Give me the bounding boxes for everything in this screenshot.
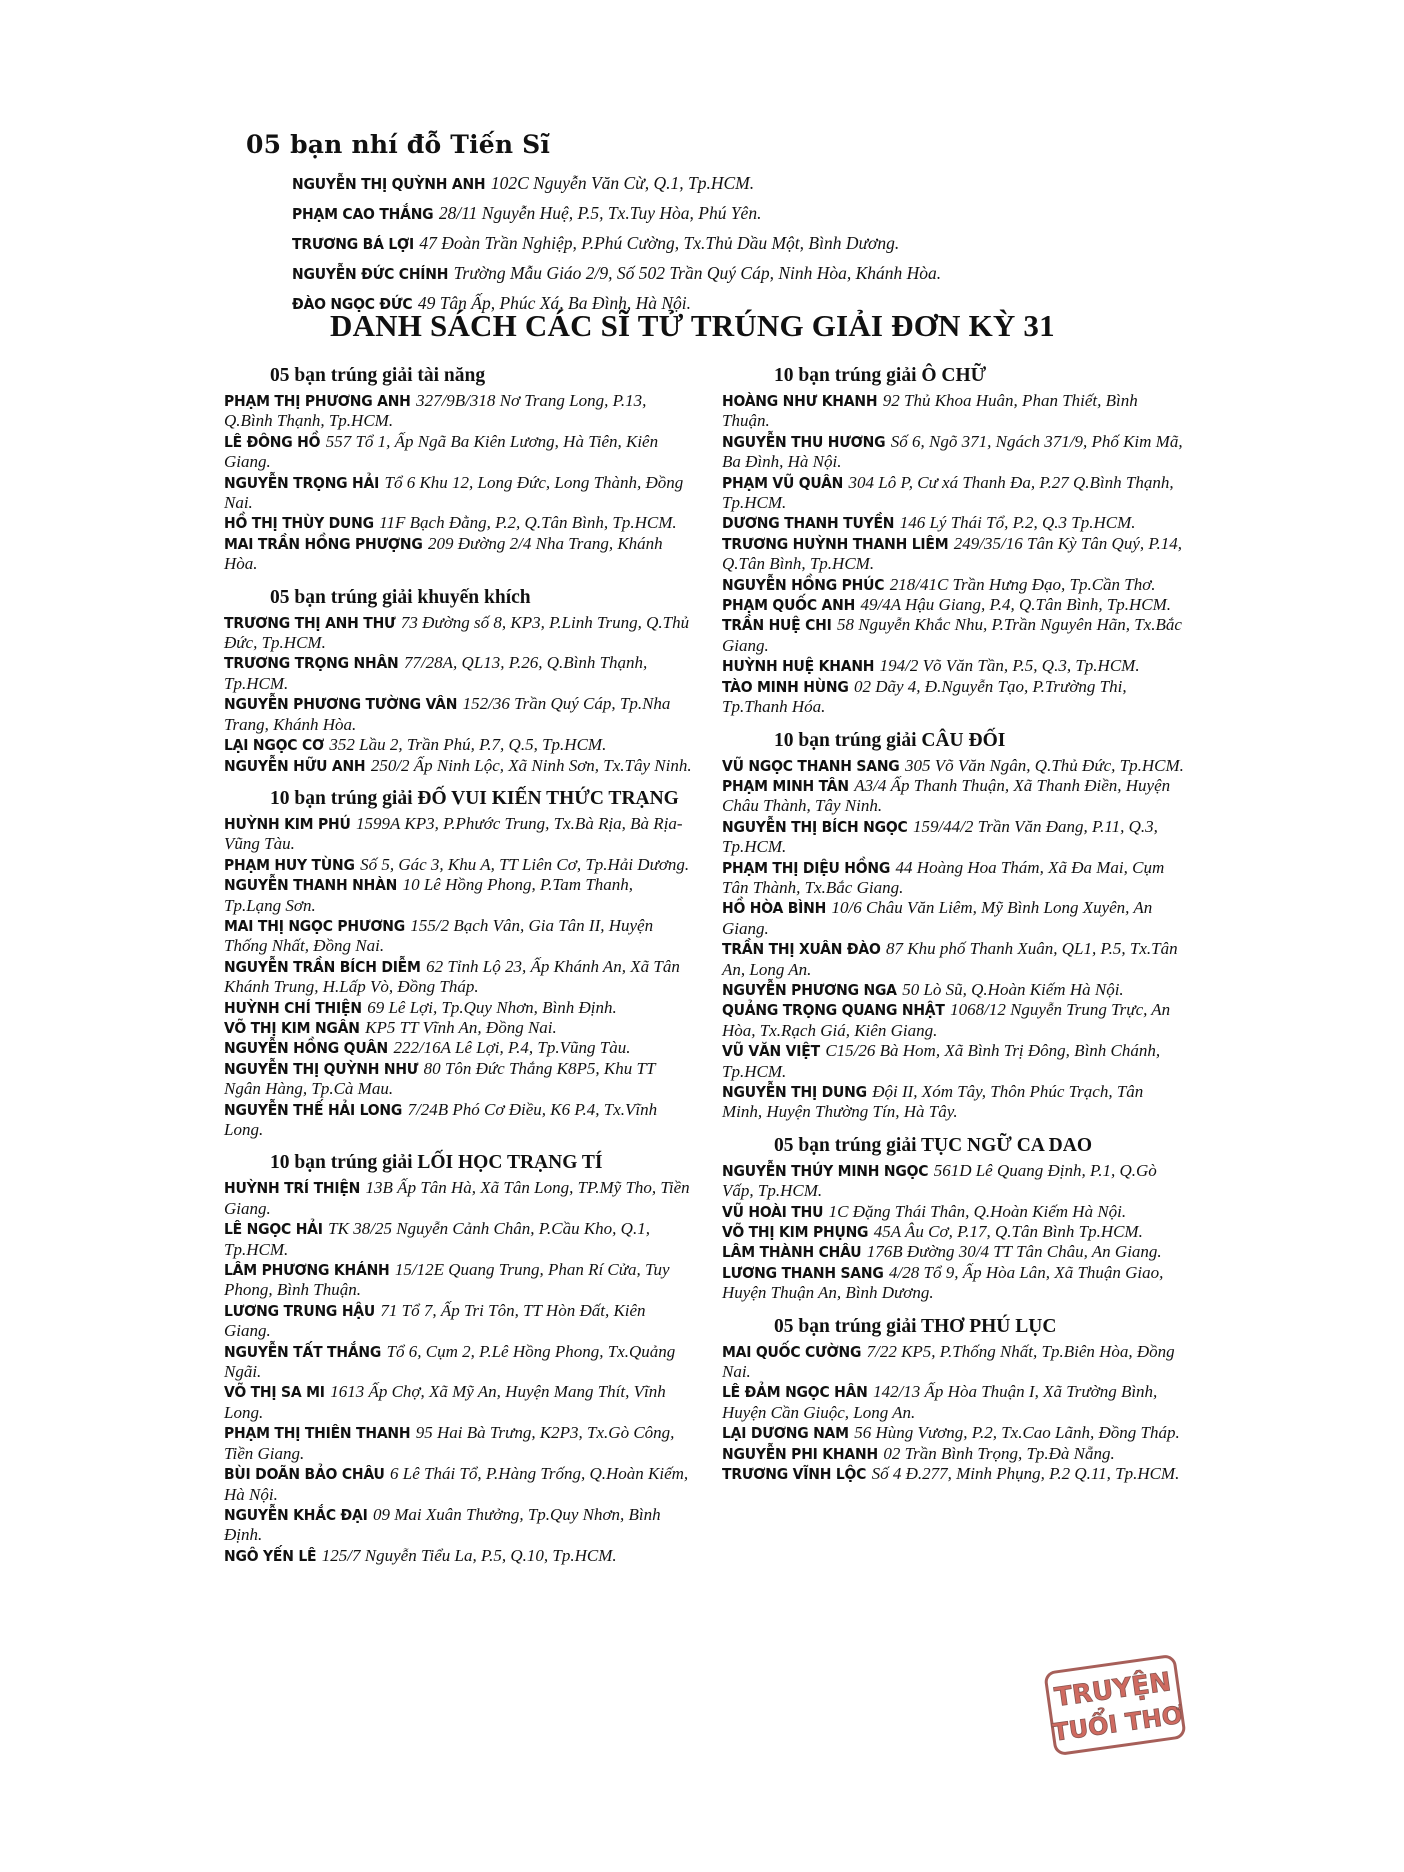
list-item bbox=[224, 1505, 692, 1546]
prize-section bbox=[722, 1135, 1184, 1304]
entry-name: VŨ VĂN VIỆT bbox=[722, 1042, 820, 1061]
list-item bbox=[722, 898, 1184, 939]
entry-address: 02 Trần Bình Trọng, Tp.Đà Nẵng. bbox=[883, 1443, 1115, 1463]
section-heading: 10 bạn trúng giải CÂU ĐỐI bbox=[774, 729, 1006, 751]
right-column bbox=[722, 365, 1184, 1497]
list-item bbox=[224, 613, 692, 654]
list-item bbox=[722, 1263, 1184, 1304]
section-heading: 05 bạn trúng giải TỤC NGỮ CA DAO bbox=[774, 1134, 1092, 1156]
list-item bbox=[224, 1464, 692, 1505]
prize-section bbox=[722, 1316, 1184, 1485]
entry-address: 209 Đường 2/4 Nha Trang, Khánh Hòa. bbox=[224, 533, 663, 574]
list-item bbox=[224, 1059, 692, 1100]
entry-name: BÙI DOÃN BẢO CHÂU bbox=[224, 1465, 385, 1484]
entry-name: NGUYỄN HỒNG QUÂN bbox=[224, 1039, 389, 1058]
entry-name: TRƯƠNG TRỌNG NHÂN bbox=[224, 654, 399, 673]
list-item bbox=[224, 855, 692, 875]
list-item bbox=[292, 169, 1206, 199]
list-item bbox=[224, 473, 692, 514]
list-item bbox=[224, 998, 692, 1018]
entry-name: LÊ ĐẢM NGỌC HÂN bbox=[722, 1383, 868, 1402]
entry-address: Số 4 Đ.277, Minh Phụng, P.2 Q.11, Tp.HCM. bbox=[871, 1464, 1180, 1484]
entry-name: TRƯƠNG BÁ LỢI bbox=[292, 235, 414, 253]
entry-address: 146 Lý Thái Tổ, P.2, Q.3 Tp.HCM. bbox=[899, 513, 1136, 533]
entry-address: Số 5, Gác 3, Khu A, TT Liên Cơ, Tp.Hải Dương. bbox=[360, 854, 690, 874]
top-section bbox=[246, 130, 1206, 319]
entry-name: NGUYỄN TẤT THẮNG bbox=[224, 1342, 382, 1361]
entry-name: MAI TRẦN HỒNG PHƯỢNG bbox=[224, 534, 423, 553]
entry-address: TK 38/25 Nguyễn Cảnh Chân, P.Cầu Kho, Q.1, Tp.HCM. bbox=[224, 1219, 650, 1259]
list-item bbox=[722, 1242, 1184, 1262]
section-heading: 10 bạn trúng giải ĐỐ VUI KIẾN THỨC TRẠNG bbox=[270, 787, 679, 809]
list-item bbox=[224, 735, 692, 755]
entry-name: NGUYỄN THỊ QUỲNH ANH bbox=[292, 175, 486, 193]
entry-name: VŨ NGỌC THANH SANG bbox=[722, 756, 900, 775]
list-item bbox=[722, 513, 1184, 533]
entry-name: TRƯƠNG THỊ ANH THƯ bbox=[224, 613, 396, 632]
entry-name: NGUYỄN PHƯƠNG NGA bbox=[722, 980, 897, 999]
entry-address: 13B Ấp Tân Hà, Xã Tân Long, TP.Mỹ Tho, Tiền Giang. bbox=[224, 1178, 690, 1218]
entry-address: 218/41C Trần Hưng Đạo, Tp.Cần Thơ. bbox=[889, 574, 1156, 594]
entry-name: DƯƠNG THANH TUYỀN bbox=[722, 514, 895, 533]
list-item bbox=[722, 1342, 1184, 1383]
list-item bbox=[722, 980, 1184, 1000]
entry-address: KP5 TT Vĩnh An, Đồng Nai. bbox=[365, 1017, 557, 1037]
entry-address: 1599A KP3, P.Phước Trung, Tx.Bà Rịa, Bà Rịa-Vũng Tàu. bbox=[224, 813, 683, 854]
entry-name: NGUYỄN HỒNG PHÚC bbox=[722, 575, 885, 594]
entry-name: MAI THỊ NGỌC PHƯƠNG bbox=[224, 916, 406, 935]
list-item bbox=[224, 391, 692, 432]
section-heading: 10 bạn trúng giải Ô CHỮ bbox=[774, 365, 987, 386]
entry-address: Số 6, Ngõ 371, Ngách 371/9, Phố Kim Mã, Ba Đình, Hà Nội. bbox=[722, 431, 1183, 472]
prize-section bbox=[224, 788, 692, 1141]
entry-name: NGUYỄN THỊ DUNG bbox=[722, 1083, 867, 1101]
entry-address: 6 Lê Thái Tổ, P.Hàng Trống, Q.Hoàn Kiếm, Hà Nội. bbox=[224, 1464, 689, 1504]
list-item bbox=[224, 1038, 692, 1058]
list-item bbox=[224, 653, 692, 694]
entry-name: NGUYỄN THỊ BÍCH NGỌC bbox=[722, 817, 908, 836]
list-item bbox=[722, 1000, 1184, 1041]
entry-address: Trường Mẫu Giáo 2/9, Số 502 Trần Quý Cáp, Ninh Hòa, Khánh Hòa. bbox=[453, 263, 942, 283]
entry-name: VŨ HOÀI THU bbox=[722, 1202, 824, 1221]
list-item bbox=[722, 1423, 1184, 1443]
entry-address: 49/4A Hậu Giang, P.4, Q.Tân Bình, Tp.HCM. bbox=[860, 595, 1172, 615]
entry-address: 80 Tôn Đức Thắng K8P5, Khu TT Ngân Hàng, Tp.Cà Mau. bbox=[224, 1058, 656, 1099]
list-item bbox=[292, 229, 1206, 259]
section-heading: 05 bạn trúng giải tài năng bbox=[270, 365, 486, 386]
entry-name: NGUYỄN PHI KHANH bbox=[722, 1444, 878, 1463]
entry-name: HOÀNG NHƯ KHANH bbox=[722, 392, 878, 410]
entry-name: PHẠM THỊ THIÊN THANH bbox=[224, 1424, 411, 1443]
prize-section bbox=[224, 1152, 692, 1566]
entry-address: 62 Tỉnh Lộ 23, Ấp Khánh An, Xã Tân Khánh Trung, H.Lấp Vò, Đồng Tháp. bbox=[224, 956, 680, 997]
entry-name: LƯƠNG TRUNG HẬU bbox=[224, 1301, 376, 1320]
entry-address: 304 Lô P, Cư xá Thanh Đa, P.27 Q.Bình Thạnh, Tp.HCM. bbox=[722, 472, 1174, 513]
list-item bbox=[722, 656, 1184, 676]
list-item bbox=[224, 534, 692, 575]
list-item bbox=[292, 259, 1206, 289]
list-item bbox=[224, 1382, 692, 1423]
list-item bbox=[722, 595, 1184, 615]
list-item bbox=[224, 916, 692, 957]
entry-address: 155/2 Bạch Vân, Gia Tân II, Huyện Thống Nhất, Đồng Nai. bbox=[224, 915, 654, 956]
list-item bbox=[224, 1546, 692, 1566]
section-heading: 05 bạn trúng giải THƠ PHÚ LỤC bbox=[774, 1315, 1057, 1337]
entry-address: 44 Hoàng Hoa Thám, Xã Đa Mai, Cụm Tân Thành, Tx.Bắc Giang. bbox=[722, 857, 1165, 897]
entry-name: LÊ ĐÔNG HỒ bbox=[224, 432, 321, 451]
entry-name: LẠI NGỌC CƠ bbox=[224, 736, 324, 755]
entry-address: 58 Nguyễn Khắc Nhu, P.Trần Nguyên Hãn, Tx.Bắc Giang. bbox=[722, 615, 1182, 655]
entry-name: PHẠM VŨ QUÂN bbox=[722, 473, 844, 492]
entry-name: PHẠM CAO THẮNG bbox=[292, 205, 434, 223]
list-item bbox=[224, 513, 692, 533]
entry-address: 50 Lò Sũ, Q.Hoàn Kiếm Hà Nội. bbox=[902, 979, 1124, 999]
entry-name: TÀO MINH HÙNG bbox=[722, 677, 849, 696]
entry-address: 142/13 Ấp Hòa Thuận I, Xã Trường Bình, Huyện Cần Giuộc, Long An. bbox=[722, 1382, 1158, 1422]
entry-address: 7/24B Phó Cơ Điều, K6 P.4, Tx.Vĩnh Long. bbox=[224, 1099, 658, 1139]
entry-name: HUỲNH KIM PHÚ bbox=[224, 814, 351, 833]
entry-address: 4/28 Tổ 9, Ấp Hòa Lân, Xã Thuận Giao, Huyện Thuận An, Bình Dương. bbox=[722, 1262, 1164, 1303]
entry-address: 102C Nguyễn Văn Cừ, Q.1, Tp.HCM. bbox=[490, 173, 755, 193]
entry-address: 10/6 Châu Văn Liêm, Mỹ Bình Long Xuyên, An Giang. bbox=[722, 898, 1153, 938]
left-column bbox=[224, 365, 692, 1578]
entry-address: 159/44/2 Trần Văn Đang, P.11, Q.3, Tp.HCM. bbox=[722, 816, 1158, 857]
list-item bbox=[224, 1178, 692, 1219]
entry-address: 250/2 Ấp Ninh Lộc, Xã Ninh Sơn, Tx.Tây Ninh. bbox=[370, 755, 692, 775]
entry-address: 49 Tân Ấp, Phúc Xá, Ba Đình, Hà Nội. bbox=[417, 293, 691, 313]
entry-address: A3/4 Ấp Thanh Thuận, Xã Thanh Điền, Huyện Châu Thành, Tây Ninh. bbox=[722, 775, 1171, 816]
watermark-line2: TUỔI THƠ bbox=[1050, 1700, 1185, 1747]
entry-address: 152/36 Trần Quý Cáp, Tp.Nha Trang, Khánh Hòa. bbox=[224, 694, 671, 734]
entry-address: 09 Mai Xuân Thưởng, Tp.Quy Nhơn, Bình Định. bbox=[224, 1504, 661, 1545]
list-item bbox=[722, 1464, 1184, 1484]
entry-name: LÂM THÀNH CHÂU bbox=[722, 1243, 862, 1262]
entry-name: NGUYỄN THU HƯƠNG bbox=[722, 432, 886, 451]
entry-name: PHẠM MINH TÂN bbox=[722, 776, 849, 795]
watermark-line1: TRUYỆN bbox=[1052, 1667, 1174, 1714]
prize-section bbox=[722, 365, 1184, 718]
entry-address: 249/35/16 Tân Kỳ Tân Quý, P.14, Q.Tân Bình, Tp.HCM. bbox=[722, 533, 1183, 574]
entry-name: ĐÀO NGỌC ĐỨC bbox=[292, 295, 413, 313]
entry-address: 73 Đường số 8, KP3, P.Linh Trung, Q.Thủ Đức, Tp.HCM. bbox=[224, 612, 690, 653]
entry-name: NGUYỄN TRỌNG HẢI bbox=[224, 473, 380, 492]
entry-address: 47 Đoàn Trần Nghiệp, P.Phú Cường, Tx.Thủ Dầu Một, Bình Dương. bbox=[419, 233, 900, 253]
list-item bbox=[224, 1219, 692, 1260]
entry-address: 02 Dãy 4, Đ.Nguyễn Tạo, P.Trường Thi, Tp.Thanh Hóa. bbox=[722, 676, 1127, 717]
entry-address: 95 Hai Bà Trưng, K2P3, Tx.Gò Công, Tiền Giang. bbox=[224, 1423, 675, 1463]
section-heading: 10 bạn trúng giải LỐI HỌC TRẠNG TÍ bbox=[270, 1152, 603, 1174]
entry-name: NGUYỄN KHẮC ĐẠI bbox=[224, 1505, 368, 1524]
list-item bbox=[224, 1018, 692, 1038]
list-item bbox=[224, 875, 692, 916]
top-section-list bbox=[292, 169, 1206, 319]
entry-name: PHẠM THỊ PHƯƠNG ANH bbox=[224, 392, 411, 410]
list-item bbox=[224, 756, 692, 776]
entry-name: TRẦN HUỆ CHI bbox=[722, 616, 832, 635]
section-heading: 05 bạn trúng giải khuyến khích bbox=[270, 586, 531, 608]
entry-address: 305 Võ Văn Ngân, Q.Thủ Đức, Tp.HCM. bbox=[904, 755, 1184, 775]
entry-address: 15/12E Quang Trung, Phan Rí Cửa, Tuy Phong, Bình Thuận. bbox=[224, 1260, 670, 1300]
prize-section bbox=[722, 730, 1184, 1123]
entry-address: 45A Âu Cơ, P.17, Q.Tân Bình Tp.HCM. bbox=[873, 1222, 1143, 1242]
entry-name: VÕ THỊ SA MI bbox=[224, 1383, 325, 1402]
prize-section bbox=[224, 587, 692, 776]
entry-address: 1C Đặng Thái Thân, Q.Hoàn Kiếm Hà Nội. bbox=[828, 1201, 1127, 1221]
entry-address: 176B Đường 30/4 TT Tân Châu, An Giang. bbox=[866, 1242, 1162, 1262]
top-section-heading: 05 bạn nhí đỗ Tiến Sĩ bbox=[246, 130, 551, 159]
entry-name: VÕ THỊ KIM PHỤNG bbox=[722, 1223, 869, 1242]
entry-name: NGUYỄN PHƯƠNG TƯỜNG VÂN bbox=[224, 695, 458, 714]
entry-address: 28/11 Nguyễn Huệ, P.5, Tx.Tuy Hòa, Phú Yên. bbox=[438, 203, 762, 223]
entry-address: 56 Hùng Vương, P.2, Tx.Cao Lãnh, Đồng Tháp. bbox=[854, 1423, 1180, 1443]
entry-name: PHẠM QUỐC ANH bbox=[722, 596, 856, 615]
entry-address: Tổ 6, Cụm 2, P.Lê Hồng Phong, Tx.Quảng Ngãi. bbox=[224, 1341, 676, 1382]
list-item bbox=[722, 817, 1184, 858]
list-item bbox=[722, 473, 1184, 514]
entry-address: 352 Lầu 2, Trần Phú, P.7, Q.5, Tp.HCM. bbox=[329, 735, 607, 755]
entry-name: PHẠM THỊ DIỆU HỒNG bbox=[722, 858, 891, 877]
list-item bbox=[224, 1100, 692, 1141]
entry-name: NGUYỄN THANH NHÀN bbox=[224, 876, 398, 895]
watermark-stamp bbox=[1030, 1650, 1200, 1760]
list-item bbox=[722, 677, 1184, 718]
entry-address: Tổ 6 Khu 12, Long Đức, Long Thành, Đồng Nai. bbox=[224, 472, 684, 513]
entry-address: 71 Tổ 7, Ấp Tri Tôn, TT Hòn Đất, Kiên Giang. bbox=[224, 1300, 646, 1341]
entry-name: HUỲNH CHÍ THIỆN bbox=[224, 998, 362, 1017]
entry-name: NGUYỄN HỮU ANH bbox=[224, 756, 366, 775]
entry-address: Đội II, Xóm Tây, Thôn Phúc Trạch, Tân Minh, Huyện Thường Tín, Hà Tây. bbox=[722, 1082, 1144, 1122]
entry-name: TRƯƠNG HUỲNH THANH LIÊM bbox=[722, 534, 949, 553]
list-item bbox=[722, 534, 1184, 575]
list-item bbox=[224, 694, 692, 735]
entry-name: NGUYỄN TRẦN BÍCH DIỄM bbox=[224, 957, 421, 976]
list-item bbox=[224, 1301, 692, 1342]
list-item bbox=[722, 756, 1184, 776]
entry-name: LÂM PHƯƠNG KHÁNH bbox=[224, 1261, 390, 1280]
main-title: DANH SÁCH CÁC SĨ TỬ TRÚNG GIẢI ĐƠN KỲ 31 bbox=[330, 308, 1055, 343]
entry-name: NGÔ YẾN LÊ bbox=[224, 1546, 317, 1565]
entry-name: LÊ NGỌC HẢI bbox=[224, 1220, 323, 1239]
entry-name: VÕ THỊ KIM NGÂN bbox=[224, 1018, 360, 1037]
entry-address: 69 Lê Lợi, Tp.Quy Nhơn, Bình Định. bbox=[367, 997, 617, 1017]
list-item bbox=[722, 1161, 1184, 1202]
list-item bbox=[224, 1260, 692, 1301]
entry-name: NGUYỄN THỊ QUỲNH NHƯ bbox=[224, 1059, 419, 1078]
list-item bbox=[722, 939, 1184, 980]
list-item bbox=[722, 776, 1184, 817]
list-item bbox=[722, 1041, 1184, 1082]
entry-address: 92 Thủ Khoa Huân, Phan Thiết, Bình Thuận. bbox=[722, 391, 1138, 431]
list-item bbox=[722, 1202, 1184, 1222]
entry-name: LƯƠNG THANH SANG bbox=[722, 1263, 884, 1282]
list-item bbox=[722, 858, 1184, 899]
entry-address: 7/22 KP5, P.Thống Nhất, Tp.Biên Hòa, Đồng Nai. bbox=[722, 1341, 1175, 1382]
entry-name: TRƯƠNG VĨNH LỘC bbox=[722, 1465, 867, 1484]
entry-address: 561D Lê Quang Định, P.1, Q.Gò Vấp, Tp.HCM. bbox=[722, 1160, 1157, 1201]
entry-name: MAI QUỐC CƯỜNG bbox=[722, 1342, 862, 1361]
entry-name: PHẠM HUY TÙNG bbox=[224, 855, 355, 874]
entry-name: HỒ THỊ THÙY DUNG bbox=[224, 514, 374, 533]
list-item bbox=[224, 957, 692, 998]
entry-address: 327/9B/318 Nơ Trang Long, P.13, Q.Bình Thạnh, Tp.HCM. bbox=[224, 391, 647, 431]
entry-name: NGUYỄN THÚY MINH NGỌC bbox=[722, 1161, 929, 1180]
entry-address: 125/7 Nguyễn Tiểu La, P.5, Q.10, Tp.HCM. bbox=[321, 1545, 617, 1565]
list-item bbox=[722, 1082, 1184, 1123]
entry-address: C15/26 Bà Hom, Xã Bình Trị Đông, Bình Chánh, Tp.HCM. bbox=[722, 1041, 1161, 1081]
entry-address: 10 Lê Hồng Phong, P.Tam Thanh, Tp.Lạng Sơn. bbox=[224, 875, 634, 915]
list-item bbox=[224, 1342, 692, 1383]
entry-name: HUỲNH HUỆ KHANH bbox=[722, 657, 875, 676]
entry-address: 557 Tổ 1, Ấp Ngã Ba Kiên Lương, Hà Tiên, Kiên Giang. bbox=[224, 431, 659, 472]
entry-name: NGUYỄN ĐỨC CHÍNH bbox=[292, 265, 449, 283]
list-item bbox=[722, 575, 1184, 595]
list-item bbox=[722, 615, 1184, 656]
entry-name: QUẢNG TRỌNG QUANG NHẬT bbox=[722, 1001, 945, 1020]
entry-address: 87 Khu phố Thanh Xuân, QL1, P.5, Tx.Tân An, Long An. bbox=[722, 939, 1178, 979]
entry-name: HỒ HÒA BÌNH bbox=[722, 899, 827, 918]
entry-address: 1613 Ấp Chợ, Xã Mỹ An, Huyện Mang Thít, Vĩnh Long. bbox=[224, 1382, 666, 1422]
entry-address: 11F Bạch Đằng, P.2, Q.Tân Bình, Tp.HCM. bbox=[379, 513, 677, 533]
list-item bbox=[722, 432, 1184, 473]
list-item bbox=[292, 199, 1206, 229]
list-item bbox=[224, 814, 692, 855]
entry-address: 222/16A Lê Lợi, P.4, Tp.Vũng Tàu. bbox=[393, 1038, 631, 1058]
entry-name: LẠI DƯƠNG NAM bbox=[722, 1424, 849, 1443]
entry-name: HUỲNH TRÍ THIỆN bbox=[224, 1179, 361, 1198]
entry-address: 1068/12 Nguyễn Trung Trực, An Hòa, Tx.Rạch Giá, Kiên Giang. bbox=[722, 1000, 1171, 1040]
entry-address: 77/28A, QL13, P.26, Q.Bình Thạnh, Tp.HCM. bbox=[224, 653, 648, 693]
entry-name: TRẦN THỊ XUÂN ĐÀO bbox=[722, 940, 881, 959]
list-item bbox=[224, 1423, 692, 1464]
list-item bbox=[722, 1222, 1184, 1242]
prize-section bbox=[224, 365, 692, 575]
entry-address: 194/2 Võ Văn Tần, P.5, Q.3, Tp.HCM. bbox=[879, 656, 1140, 676]
list-item bbox=[722, 1382, 1184, 1423]
entry-name: NGUYỄN THẾ HẢI LONG bbox=[224, 1100, 403, 1119]
list-item bbox=[224, 432, 692, 473]
list-item bbox=[722, 391, 1184, 432]
list-item bbox=[722, 1444, 1184, 1464]
